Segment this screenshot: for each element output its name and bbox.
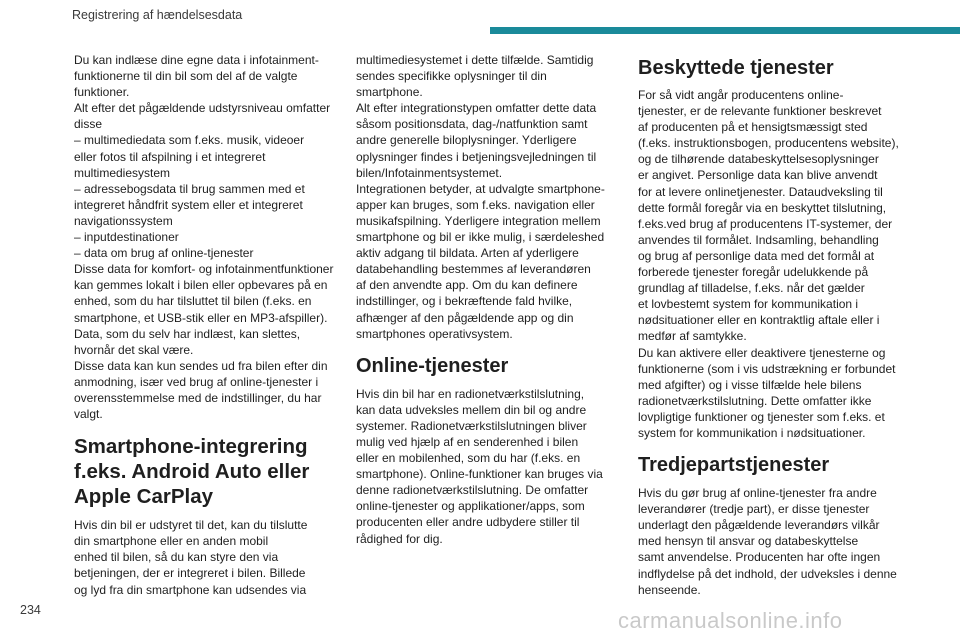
watermark: carmanualsonline.info [618, 608, 843, 633]
smartphone-continued-paragraph: multimediesystemet i dette tilfælde. Samtidig sendes specifikke oplysninger til din smartphone. Alt efter integrationstypen omfatter dette data såsom positionsdata, dag-/natfunktion samt andre generelle biloplysninger. Yderligere oplysninger findes i betjeningsvejledningen til bilen/Infotainmentsystemet. Integrationen betyder, at udvalgte smartphone- apper kan bruges, som f.eks. navigation eller musikafspilning. Yderligere integration mellem smartphone og bil er ikke mulig, i særdeleshed aktiv adgang til bildata. Arten af yderligere databehandling bestemmes af leverandøren af den anvendte app. Om du kan definere indstillinger, og i bekræftende fald hvilke, afhænger af den pågældende app og din smartphones operativsystem. [356, 53, 605, 341]
intro-paragraph: Du kan indlæse dine egne data i infotainment- funktionerne til din bil som del af de valgte funktioner. Alt efter det pågældende udstyrsniveau omfatter disse – multimediedata som f.eks. musik, videoer eller fotos til afspilning i et integreret multimediesystem – adressebogsdata til brug sammen med et integreret håndfrit system eller et integreret navigationssystem – inputdestinationer – data om brug af online-tjenester Disse data for komfort- og infotainmentfunktioner kan gemmes lokalt i bilen eller opbevares på en enhed, som du har tilsluttet til bilen (f.eks. en smartphone, et USB-stik eller en MP3-afspiller). Data, som du selv har indlæst, kan slettes, hvornår det skal være. Disse data kan kun sendes ud fra bilen efter din anmodning, især ved brug af online-tjenester i overensstemmelse med de indstillinger, du har valgt. [74, 53, 334, 422]
column-3 [638, 56, 906, 598]
heading-online-services: Online-tjenester [356, 354, 509, 377]
online-services-paragraph: Hvis din bil har en radionetværkstilslutning, kan data udveksles mellem din bil og andre systemer. Radionetværkstilslutningen bliver mulig ved hjælp af en senderenhed i bilen eller en mobilenhed, som du har (f.eks. en smartphone). Online-funktioner kan bruges via denne radionetværkstilslutning. De omfatter online-tjenester og applikationer/apps, som producenten eller andre udbydere stiller til rådighed for dig. [356, 386, 603, 546]
column-2 [356, 52, 616, 547]
heading-protected-services: Beskyttede tjenester [638, 57, 834, 79]
protected-services-paragraph: For så vidt angår producentens online- tjenester, er de relevante funktioner beskrevet af producenten på et hensigtsmæssigt sted (f.eks. instruktionsbogen, producentens website), og de tilhørende databeskyttelsesoplysninger er angivet. Personlige data kan blive anvendt for at levere onlinetjenester. Dataudveksling til dette formål foregår via en beskyttet tilslutning, f.eks.ved brug af producentens IT-systemer, der anvendes til formålet. Indsamling, behandling og brug af personlige data med det formål at forberede tjenester foregår udelukkende på grundlag af tilladelse, f.eks. når det gælder et lovbestemt system for kommunikation i nødsituationer eller en kontraktlig aftale eller i medfør af samtykke. Du kan aktivere eller deaktivere tjenesterne og funktionerne (som i vis udstrækning er forbundet med afgifter) og i visse tilfælde hele bilens radionetværkstilslutning. Dette omfatter ikke lovpligtige funktioner og tjenester som f.eks. et system for kommunikation i nødsituationer. [638, 88, 899, 440]
smartphone-paragraph: Hvis din bil er udstyret til det, kan du tilslutte din smartphone eller en anden mobil enhed til bilen, så du kan styre den via betjeningen, der er integreret i bilen. Billede og lyd fra din smartphone kan udsendes via [74, 518, 308, 597]
heading-third-party-services: Tredjepartstjenester [638, 454, 830, 477]
heading-smartphone-integration: Smartphone-integrering f.eks. Android Auto eller Apple CarPlay [74, 435, 310, 509]
column-1 [74, 52, 340, 598]
header-accent-bar [490, 27, 960, 34]
third-party-paragraph: Hvis du gør brug af online-tjenester fra andre leverandører (tredje part), er disse tjenester underlagt den pågældende leverandørs vilkår med hensyn til ansvar og databeskyttelse samt anvendelse. Producenten har ofte ingen indflydelse på det indhold, der udveksles i denne henseende. [638, 486, 897, 597]
page-number: 234 [20, 603, 41, 617]
section-title: Registrering af hændelsesdata [72, 8, 243, 22]
